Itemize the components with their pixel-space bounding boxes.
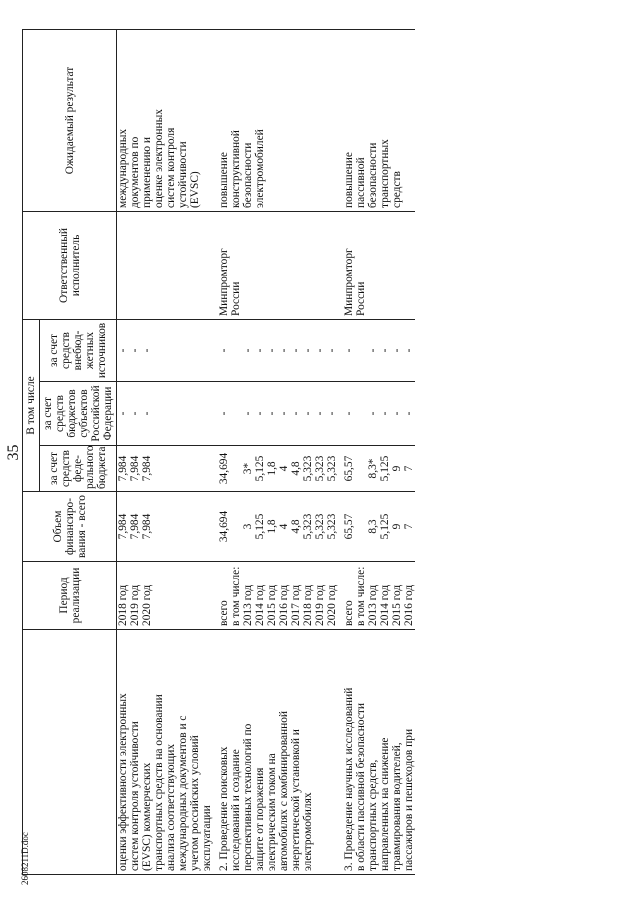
activity-cell xyxy=(117,630,214,875)
cell-line: 2019 год xyxy=(129,584,141,626)
cell-line: 34,694 xyxy=(218,510,230,543)
cell-line: - xyxy=(254,348,266,353)
cell-lines xyxy=(218,449,338,488)
cell-line: 7 xyxy=(403,465,415,472)
period-cell xyxy=(218,562,338,630)
cell-line: всего xyxy=(343,600,355,626)
cell-line: эксплуатации xyxy=(201,805,213,871)
cell-line: систем контроля xyxy=(165,127,177,208)
cell-line: 3* xyxy=(242,462,254,475)
cell-line xyxy=(230,323,242,378)
cell-line: 65,57 xyxy=(343,513,355,540)
cell-line xyxy=(355,449,367,488)
cell-line: - xyxy=(403,411,415,416)
cell-line: в том числе: xyxy=(230,566,242,626)
cell-line: международных xyxy=(117,128,129,208)
cell-line xyxy=(355,495,367,558)
cell-line: 2015 год xyxy=(391,584,403,626)
cell-lines xyxy=(218,565,338,626)
federal-cell xyxy=(117,446,214,492)
cell-line: 2013 год xyxy=(367,584,379,626)
cell-line xyxy=(355,385,367,442)
cell-line: - xyxy=(290,348,302,353)
cell-line: защите от поражения xyxy=(254,767,266,871)
cell-line xyxy=(117,215,129,316)
cell-line: пассивной xyxy=(355,157,367,208)
extra-cell xyxy=(343,319,415,381)
cell-lines xyxy=(343,215,367,316)
cell-line: - xyxy=(117,348,129,353)
cell-line: - xyxy=(218,348,230,353)
cell-lines xyxy=(117,565,153,626)
cell-line: 2018 год xyxy=(117,584,129,626)
cell-line: транспортных xyxy=(379,139,391,208)
cell-line: Минпромторг xyxy=(218,248,230,316)
cell-line: 3. Проведение научных исследований xyxy=(343,687,355,871)
cell-line: 8,3 xyxy=(367,519,379,534)
cell-line: 7,984 xyxy=(141,513,153,540)
cell-line: 7,984 xyxy=(117,455,129,482)
cell-lines xyxy=(117,495,153,558)
cell-line: 2. Проведение поисковых xyxy=(218,746,230,871)
cell-line: - xyxy=(302,411,314,416)
cell-line: - xyxy=(254,411,266,416)
result-cell xyxy=(117,29,214,211)
cell-line: транспортных средств, xyxy=(367,759,379,871)
cell-line: 5,125 xyxy=(379,455,391,482)
cell-lines xyxy=(117,633,213,871)
cell-line: 7 xyxy=(403,523,415,530)
cell-line: - xyxy=(117,411,129,416)
cell-line: повышение xyxy=(343,152,355,208)
cell-line: - xyxy=(129,348,141,353)
cell-line: безопасности xyxy=(367,142,379,208)
cell-line: Минпромторг xyxy=(343,248,355,316)
cell-lines xyxy=(343,565,415,626)
cell-lines xyxy=(117,33,201,208)
cell-line: 5,323 xyxy=(326,513,338,540)
cell-line: оценки эффективности электронных xyxy=(117,693,129,871)
cell-line: средств xyxy=(391,171,403,208)
cell-lines xyxy=(343,449,415,488)
cell-line xyxy=(230,495,242,558)
cell-line: России xyxy=(355,281,367,316)
table-row xyxy=(218,29,338,874)
cell-line: 5,323 xyxy=(314,513,326,540)
cell-line: - xyxy=(278,411,290,416)
cell-lines xyxy=(218,323,338,378)
total-cell xyxy=(218,492,338,562)
cell-line: - xyxy=(302,348,314,353)
cell-line: 3 xyxy=(242,523,254,530)
cell-line: - xyxy=(367,411,379,416)
cell-line: - xyxy=(290,411,302,416)
cell-line: - xyxy=(141,348,153,353)
cell-lines xyxy=(117,449,153,488)
cell-lines xyxy=(218,495,338,558)
executor-cell xyxy=(343,211,415,319)
cell-line: 5,323 xyxy=(326,455,338,482)
cell-line: направленных на снижение xyxy=(379,737,391,871)
cell-line: 7,984 xyxy=(129,455,141,482)
cell-line: - xyxy=(343,348,355,353)
cell-line: перспективных технологий по xyxy=(242,723,254,871)
cell-line: электромобилей xyxy=(254,129,266,208)
cell-line: - xyxy=(314,411,326,416)
regional-cell xyxy=(218,382,338,446)
executor-cell xyxy=(218,211,338,319)
cell-line: систем контроля устойчивости xyxy=(129,721,141,871)
activity-cell xyxy=(343,630,415,875)
cell-lines xyxy=(218,215,242,316)
cell-line: энергетической установкой и xyxy=(290,729,302,871)
cell-line: (EVSC) xyxy=(189,171,201,208)
executor-cell xyxy=(117,211,214,319)
cell-line: безопасности xyxy=(242,142,254,208)
extra-cell xyxy=(218,319,338,381)
cell-line: - xyxy=(218,411,230,416)
cell-lines xyxy=(117,323,153,378)
cell-line: электрическим током на xyxy=(266,753,278,871)
cell-lines xyxy=(343,633,415,871)
cell-line: анализа соответствующих xyxy=(165,743,177,871)
cell-line: 65,57 xyxy=(343,455,355,482)
header-period: Период реализации xyxy=(23,562,117,630)
cell-line: - xyxy=(403,348,415,353)
cell-line: в области пассивной безопасности xyxy=(355,702,367,871)
cell-line: автомобилях с комбинированной xyxy=(278,710,290,871)
cell-line: 8,3* xyxy=(367,458,379,479)
table-body xyxy=(117,29,416,874)
cell-line: 2014 год xyxy=(254,584,266,626)
cell-lines xyxy=(218,33,266,208)
activity-cell xyxy=(218,630,338,875)
cell-line: электромобилях xyxy=(302,792,314,871)
cell-line: - xyxy=(266,348,278,353)
cell-line: документов по xyxy=(129,136,141,208)
cell-line: - xyxy=(367,348,379,353)
cell-line: 1,8 xyxy=(266,519,278,534)
cell-line: - xyxy=(391,411,403,416)
cell-line: 2018 год xyxy=(302,584,314,626)
cell-line: учетом российских условий xyxy=(189,735,201,871)
cell-line: 4,8 xyxy=(290,519,302,534)
total-cell xyxy=(343,492,415,562)
cell-line: конструктивной xyxy=(230,130,242,208)
cell-line: 7,984 xyxy=(141,455,153,482)
financing-table xyxy=(22,29,415,875)
cell-lines xyxy=(117,215,129,316)
total-cell xyxy=(117,492,214,562)
cell-line: повышение xyxy=(218,152,230,208)
cell-line: всего xyxy=(218,600,230,626)
cell-line: 34,694 xyxy=(218,452,230,485)
cell-line: 2017 год xyxy=(290,584,302,626)
cell-line: - xyxy=(379,411,391,416)
cell-line: 9 xyxy=(391,465,403,472)
cell-line: исследований и создание xyxy=(230,749,242,871)
cell-line: - xyxy=(278,348,290,353)
cell-line: 2020 год xyxy=(326,584,338,626)
cell-line: устойчивости xyxy=(177,141,189,208)
cell-line xyxy=(230,385,242,442)
cell-line: 2014 год xyxy=(379,584,391,626)
table-row xyxy=(117,29,214,874)
cell-line: в том числе: xyxy=(355,566,367,626)
page-number: 35 xyxy=(5,444,22,461)
cell-line: 4 xyxy=(278,465,290,472)
cell-line: 1,8 xyxy=(266,461,278,476)
cell-lines xyxy=(343,323,415,378)
cell-line: - xyxy=(326,348,338,353)
header-federal: за счет средств феде- рального бюджета xyxy=(40,446,117,492)
period-cell xyxy=(117,562,214,630)
cell-line: 2019 год xyxy=(314,584,326,626)
cell-line: 7,984 xyxy=(129,513,141,540)
cell-line: России xyxy=(230,281,242,316)
cell-line: 5,323 xyxy=(314,455,326,482)
header-executor: Ответственный исполнитель xyxy=(23,211,117,319)
cell-lines xyxy=(218,633,314,871)
period-cell xyxy=(343,562,415,630)
federal-cell xyxy=(218,446,338,492)
cell-line: - xyxy=(379,348,391,353)
cell-line: 5,323 xyxy=(302,455,314,482)
cell-line: - xyxy=(314,348,326,353)
cell-line: пассажиров и пешеходов при xyxy=(403,728,415,871)
header-including: В том числе xyxy=(23,319,40,491)
cell-line: 7,984 xyxy=(117,513,129,540)
extra-cell xyxy=(117,319,214,381)
cell-line: 5,125 xyxy=(254,455,266,482)
cell-line: - xyxy=(141,411,153,416)
regional-cell xyxy=(117,382,214,446)
result-cell xyxy=(343,29,415,211)
cell-line: - xyxy=(242,348,254,353)
cell-line: - xyxy=(326,411,338,416)
cell-line: 2020 год xyxy=(141,584,153,626)
cell-line: - xyxy=(391,348,403,353)
header-total: Объем финансиро- вания - всего xyxy=(23,492,117,562)
header-extra: за счет средств внебюд- жетных источников xyxy=(40,319,117,381)
cell-line: 2016 год xyxy=(278,584,290,626)
cell-line: 5,125 xyxy=(379,513,391,540)
cell-line: 5,125 xyxy=(254,513,266,540)
cell-lines xyxy=(343,385,415,442)
cell-line: 2016 год xyxy=(403,584,415,626)
document-footer: 2608211D.doc xyxy=(20,832,30,885)
header-regional: за счет средств бюджетов субъектов Российской Федерации xyxy=(40,382,117,446)
cell-line: травмирования водителей, xyxy=(391,742,403,871)
cell-line: 5,323 xyxy=(302,513,314,540)
cell-line xyxy=(355,323,367,378)
cell-line: 4 xyxy=(278,523,290,530)
cell-lines xyxy=(218,385,338,442)
federal-cell xyxy=(343,446,415,492)
cell-line: 2013 год xyxy=(242,584,254,626)
cell-line: применению и xyxy=(141,137,153,208)
regional-cell xyxy=(343,382,415,446)
cell-line: международных документов и с xyxy=(177,715,189,871)
cell-line: - xyxy=(129,411,141,416)
cell-line: транспортных средств на основании xyxy=(153,694,165,871)
result-cell xyxy=(218,29,338,211)
cell-line: - xyxy=(343,411,355,416)
header-result: Ожидаемый результат xyxy=(23,29,117,211)
cell-line xyxy=(230,449,242,488)
cell-line: 9 xyxy=(391,523,403,530)
table-row xyxy=(343,29,415,874)
header-activity xyxy=(23,630,117,875)
cell-line: 4,8 xyxy=(290,461,302,476)
cell-line: - xyxy=(266,411,278,416)
cell-lines xyxy=(117,385,153,442)
cell-lines xyxy=(343,33,403,208)
cell-line: оценке электронных xyxy=(153,109,165,208)
cell-lines xyxy=(343,495,415,558)
cell-line: (EVSC) коммерческих xyxy=(141,762,153,871)
cell-line: - xyxy=(242,411,254,416)
cell-line: 2015 год xyxy=(266,584,278,626)
